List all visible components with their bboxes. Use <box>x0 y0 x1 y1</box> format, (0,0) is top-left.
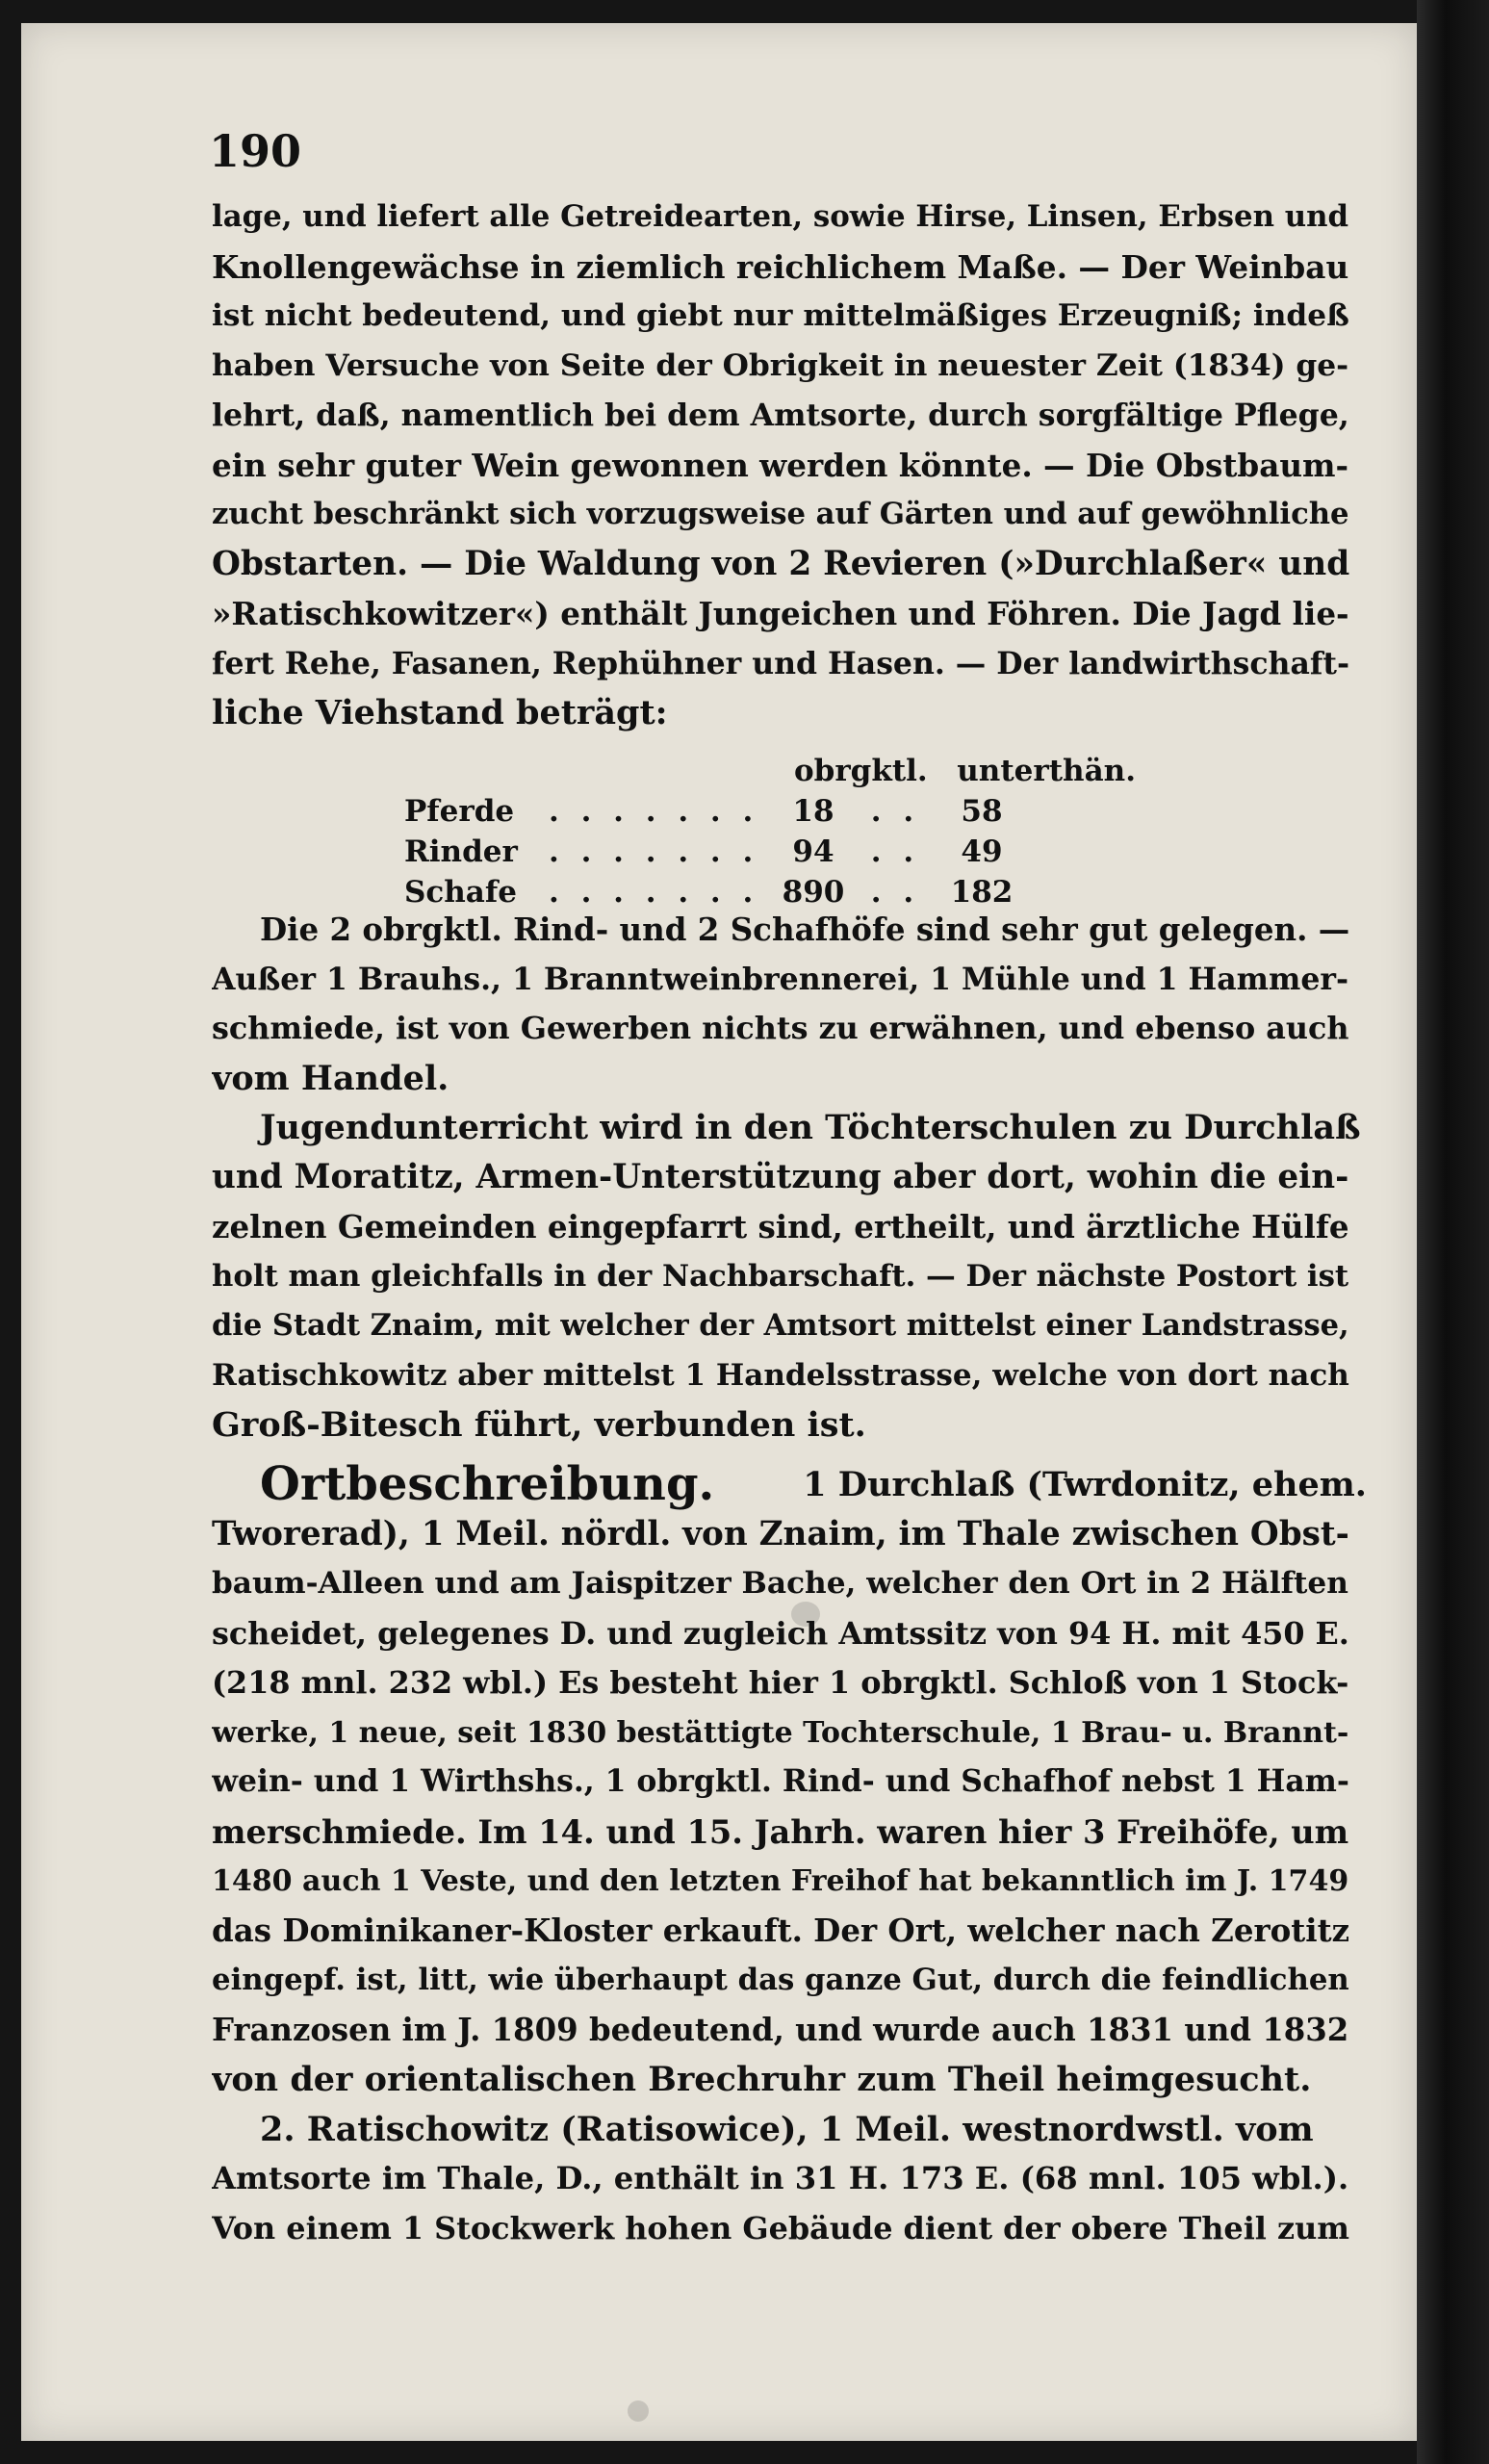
leader-dots: . . . . . . . <box>549 834 759 869</box>
leader-dots: . . . . . . . <box>549 875 759 910</box>
text-line: Von einem 1 Stockwerk hohen Gebäude dient der obere Theil zum <box>212 2209 1349 2246</box>
text-line: die Stadt Znaim, mit welcher der Amtsort mittelst einer Landstrasse, <box>212 1308 1349 1343</box>
body-text <box>212 905 1367 2253</box>
cell-obrgktl: 890 <box>782 875 845 910</box>
row-label: Rinder <box>404 834 518 869</box>
text-line: eingepf. ist, litt, wie überhaupt das ganze Gut, durch die feindlichen <box>212 1963 1349 1997</box>
text-line: fert Rehe, Fasanen, Rephühner und Hasen. — Der landwirthschaft- <box>212 645 1350 681</box>
cell-obrgktl: 18 <box>792 794 834 829</box>
text-line: wein- und 1 Wirthshs., 1 obrgktl. Rind- und Schafhof nebst 1 Ham- <box>212 1764 1349 1799</box>
text-line: zucht beschränkt sich vorzugsweise auf Gärten und auf gewöhnliche <box>212 497 1349 531</box>
text-line: scheidet, gelegenes D. und zugleich Amtssitz von 94 H. mit 450 E. <box>212 1614 1349 1652</box>
text-line: haben Versuche von Seite der Obrigkeit in neuester Zeit (1834) ge- <box>212 347 1349 383</box>
paragraph-agriculture <box>212 192 1367 738</box>
text-line: Franzosen im J. 1809 bedeutend, und wurde auch 1831 und 1832 <box>212 2011 1349 2048</box>
text-line: werke, 1 neue, seit 1830 bestättigte Tochterschule, 1 Brau- u. Brannt- <box>212 1715 1349 1750</box>
text-line: Amtsorte im Thale, D., enthält in 31 H. 173 E. (68 mnl. 105 wbl.). <box>212 2160 1349 2196</box>
leader-dots: . . <box>870 834 920 869</box>
text-line: und Moratitz, Armen-Unterstützung aber dort, wohin die ein- <box>212 1157 1349 1196</box>
text-line: baum-Alleen und am Jaispitzer Bache, welcher den Ort in 2 Hälften <box>212 1566 1348 1601</box>
text-line: vom Handel. <box>212 1058 449 1098</box>
text-line: lage, und liefert alle Getreidearten, sowie Hirse, Linsen, Erbsen und <box>212 199 1349 234</box>
text-line: Knollengewächse in ziemlich reichlichem Maße. — Der Weinbau <box>212 247 1349 286</box>
text-line: lehrt, daß, namentlich bei dem Amtsorte, durch sorgfältige Pflege, <box>212 398 1349 433</box>
row-label: Pferde <box>404 794 515 829</box>
text-line: liche Viehstand beträgt: <box>212 693 668 732</box>
cell-obrgktl: 94 <box>792 834 834 869</box>
text-line: von der orientalischen Brechruhr zum Theil heimgesucht. <box>212 2060 1312 2099</box>
table-row <box>404 791 1136 832</box>
text-line: Obstarten. — Die Waldung von 2 Revieren (»Durchlaßer« und <box>212 544 1350 583</box>
column-header-unterthan: unterthän. <box>957 754 1136 788</box>
row-label: Schafe <box>404 875 517 910</box>
text-line: Die 2 obrgktl. Rind- und 2 Schafhöfe sind sehr gut gelegen. — <box>260 911 1350 948</box>
leader-dots: . . . . . . . <box>549 794 759 829</box>
text-line: Ratischkowitz aber mittelst 1 Handelsstrasse, welche von dort nach <box>212 1357 1349 1393</box>
text-line: das Dominikaner-Kloster erkauft. Der Ort, welcher nach Zerotitz <box>212 1912 1350 1949</box>
section-title: Ortbeschreibung. <box>260 1457 715 1510</box>
table-header <box>404 751 1136 791</box>
text-line: »Ratischkowitzer«) enthält Jungeichen und Föhren. Die Jagd lie- <box>212 595 1349 632</box>
cell-unterthan: 182 <box>950 875 1014 910</box>
table-row <box>404 832 1136 872</box>
text-line: 1480 auch 1 Veste, und den letzten Freihof hat bekanntlich im J. 1749 <box>212 1864 1349 1898</box>
text-line: (218 mnl. 232 wbl.) Es besteht hier 1 obrgktl. Schloß von 1 Stock- <box>212 1664 1349 1701</box>
text-line: ein sehr guter Wein gewonnen werden könnte. — Die Obstbaum- <box>212 446 1349 484</box>
text-line: Jugendunterricht wird in den Töchterschulen zu Durchlaß <box>260 1108 1361 1147</box>
text-line: Tworerad), 1 Meil. nördl. von Znaim, im Thale zwischen Obst- <box>212 1514 1349 1553</box>
livestock-table <box>404 751 1136 912</box>
text-line: 2. Ratischowitz (Ratisowice), 1 Meil. westnordwstl. vom <box>260 2109 1314 2149</box>
text-line: holt man gleichfalls in der Nachbarschaft. — Der nächste Postort ist <box>212 1258 1349 1294</box>
text-line: ist nicht bedeutend, und giebt nur mittelmäßiges Erzeugniß; indeß <box>212 298 1349 333</box>
leader-dots: . . <box>870 875 920 910</box>
text-line: schmiede, ist von Gewerben nichts zu erwähnen, und ebenso auch <box>212 1010 1349 1046</box>
ink-spot <box>628 2400 649 2422</box>
leader-dots: . . <box>870 794 920 829</box>
cell-unterthan: 58 <box>961 794 1003 829</box>
text-line: Ortbeschreibung. 1 Durchlaß (Twrdonitz, ehem. <box>260 1457 1367 1510</box>
page-number: 190 <box>209 125 302 177</box>
book-spine <box>1417 0 1489 2464</box>
text-line: Außer 1 Brauhs., 1 Branntweinbrennerei, 1 Mühle und 1 Hammer- <box>212 961 1349 997</box>
text-line: zelnen Gemeinden eingepfarrt sind, ertheilt, und ärztliche Hülfe <box>212 1208 1349 1245</box>
text-line: merschmiede. Im 14. und 15. Jahrh. waren hier 3 Freihöfe, um <box>212 1811 1349 1851</box>
column-header-obrgktl: obrgktl. <box>794 754 928 788</box>
cell-unterthan: 49 <box>961 834 1003 869</box>
text-line: Groß-Bitesch führt, verbunden ist. <box>212 1405 866 1445</box>
